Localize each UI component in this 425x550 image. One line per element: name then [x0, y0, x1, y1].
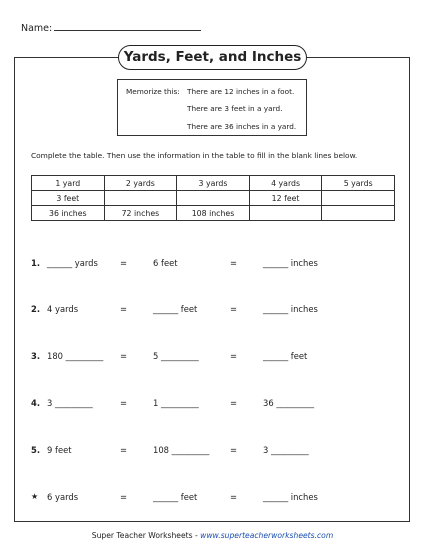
problem-term-c[interactable]: ______ inches — [263, 258, 318, 268]
problem-term-b[interactable]: 1 _________ — [153, 398, 199, 408]
problem-term-c[interactable]: ______ inches — [263, 492, 318, 502]
problem-term-b[interactable]: 6 feet — [153, 258, 178, 268]
equals-sign: = — [120, 258, 128, 268]
name-blank-line[interactable] — [54, 21, 201, 31]
equals-sign: = — [120, 304, 128, 314]
footer-text: Super Teacher Worksheets - — [91, 531, 201, 540]
table-cell: 4 yards — [249, 176, 322, 191]
problem-row-4 — [0, 398, 425, 410]
memorize-box — [117, 79, 307, 136]
problem-term-b[interactable]: 5 _________ — [153, 351, 199, 361]
problem-term-a[interactable]: 6 yards — [47, 492, 79, 502]
table-cell: 3 feet — [32, 191, 105, 206]
table-cell: 72 inches — [104, 206, 177, 221]
problem-term-a[interactable]: 9 feet — [47, 445, 72, 455]
table-instructions: Complete the table. Then use the information in the table to fill in the blank lines below. — [31, 151, 358, 160]
table-cell: 5 yards — [322, 176, 395, 191]
problem-term-c[interactable]: ______ inches — [263, 304, 318, 314]
problem-term-a[interactable]: 4 yards — [47, 304, 79, 314]
table-cell-blank[interactable] — [322, 206, 395, 221]
problem-term-a[interactable]: 3 _________ — [47, 398, 93, 408]
equals-sign: = — [230, 304, 238, 314]
table-row-yards — [32, 176, 395, 191]
equals-sign: = — [120, 492, 128, 502]
problem-row-bonus — [0, 492, 425, 504]
problem-term-c[interactable]: 36 _________ — [263, 398, 315, 408]
footer-url-link[interactable]: www.superteacherworksheets.com — [200, 531, 334, 540]
table-row-inches — [32, 206, 395, 221]
table-cell: 3 yards — [177, 176, 250, 191]
problem-term-a[interactable]: ______ yards — [47, 258, 98, 268]
equals-sign: = — [230, 398, 238, 408]
problem-number: 1. — [31, 258, 41, 268]
memorize-lead: Memorize this: — [126, 87, 180, 96]
problem-term-b[interactable]: ______ feet — [153, 304, 198, 314]
problem-term-c[interactable]: 3 _________ — [263, 445, 309, 455]
table-cell: 12 feet — [249, 191, 322, 206]
table-cell-blank[interactable] — [104, 191, 177, 206]
worksheet-title: Yards, Feet, and Inches — [118, 45, 307, 70]
memo-fact-3: There are 36 inches in a yard. — [187, 122, 297, 131]
problem-number: 2. — [31, 304, 41, 314]
conversion-table — [31, 175, 395, 221]
problem-row-2 — [0, 304, 425, 316]
equals-sign: = — [230, 492, 238, 502]
table-cell: 2 yards — [104, 176, 177, 191]
equals-sign: = — [120, 445, 128, 455]
table-cell-blank[interactable] — [249, 206, 322, 221]
problem-number: 4. — [31, 398, 41, 408]
problem-number: 3. — [31, 351, 41, 361]
problem-term-a[interactable]: 180 _________ — [47, 351, 104, 361]
problem-term-b[interactable]: ______ feet — [153, 492, 198, 502]
problem-number: 5. — [31, 445, 41, 455]
problem-term-b[interactable]: 108 _________ — [153, 445, 210, 455]
name-field-row — [21, 21, 201, 34]
table-cell-blank[interactable] — [177, 191, 250, 206]
equals-sign: = — [230, 351, 238, 361]
table-row-feet — [32, 191, 395, 206]
equals-sign: = — [230, 258, 238, 268]
problem-row-1 — [0, 258, 425, 270]
memo-fact-2: There are 3 feet in a yard. — [187, 104, 283, 113]
memo-fact-1: There are 12 inches in a foot. — [187, 87, 295, 96]
table-cell: 36 inches — [32, 206, 105, 221]
problem-row-5 — [0, 445, 425, 457]
equals-sign: = — [230, 445, 238, 455]
page-footer — [0, 531, 425, 540]
name-label: Name: — [21, 23, 53, 34]
table-cell: 108 inches — [177, 206, 250, 221]
problem-term-c[interactable]: ______ feet — [263, 351, 308, 361]
equals-sign: = — [120, 351, 128, 361]
table-cell-blank[interactable] — [322, 191, 395, 206]
equals-sign: = — [120, 398, 128, 408]
problem-row-3 — [0, 351, 425, 363]
table-cell: 1 yard — [32, 176, 105, 191]
star-icon: ★ — [31, 492, 39, 501]
